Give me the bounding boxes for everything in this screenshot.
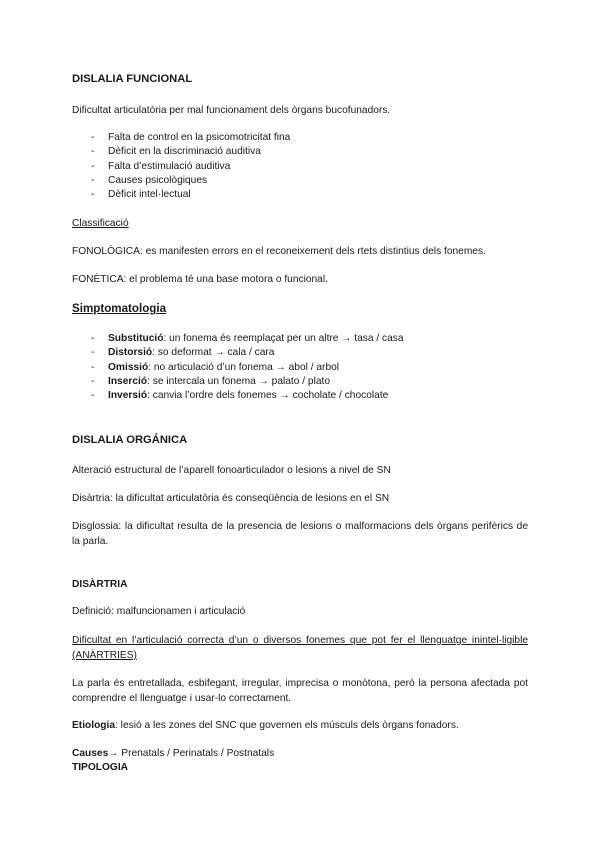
underlined-definition: Dificultat en l’articulació correcta d’un o diversos fonemes que pot fer el llenguatge inintel·ligible (ANÀRTRIES): [72, 635, 528, 661]
symptom-term: Omissió: [108, 361, 149, 373]
heading-dislalia-funcional: DISLALIA FUNCIONAL: [72, 73, 193, 85]
symptom-text: : canvia l’ordre dels fonemes → cocholate / chocolate: [147, 390, 389, 402]
list-item: [72, 332, 404, 346]
classificacio-heading: Classificació: [72, 218, 129, 229]
causes-paragraph: [72, 747, 274, 760]
list-item: [72, 346, 404, 360]
heading-disartria: DISÀRTRIA: [72, 579, 128, 590]
symptom-text: : se intercala un fonema → palato / plato: [147, 375, 330, 387]
symptom-term: Substitució: [108, 333, 164, 344]
intro-paragraph: Dificultat articulatòria per mal funcionament dels òrgans bucofunadors.: [72, 105, 391, 116]
list-item: - Dèficit intel·lectual: [72, 188, 290, 202]
fonologica-paragraph: FONOLÒGICA: es manifesten errors en el reconeixement dels rtets distintius dels fonemes.: [72, 246, 486, 257]
organica-paragraph-1: Alteració estructural de l’aparell fonoarticulador o lesions a nivel de SN: [72, 465, 391, 476]
symptom-term: Inserció: [108, 375, 148, 387]
symptoms-list: [72, 332, 404, 403]
fonetica-paragraph: FONÈTICA: el problema té una base motora o funcional.: [72, 274, 328, 285]
list-item: [72, 361, 404, 375]
etiologia-text: : lesió a les zones del SNC que governen els músculs dels òrgans fonadors.: [115, 720, 459, 731]
list-item: [72, 389, 404, 403]
list-item: - Falta d’estimulació auditiva: [72, 160, 290, 174]
disglossia-paragraph: Disglossia: la dificultat resulta de la presencia de lesions o malformacions dels òrgans perifèrics de la parla.: [72, 521, 528, 547]
causes-text: Prenatals / Perinatals / Postnatals: [118, 748, 275, 759]
causes-term: Causes→: [72, 748, 119, 759]
symptom-text: : un fonema és reemplaçat per un altre → tasa / casa: [163, 333, 404, 344]
etiologia-term: Etiologia: [72, 720, 116, 731]
symptom-term: Inversió: [108, 390, 148, 402]
etiologia-paragraph: [72, 719, 459, 732]
definicio-paragraph: Definició: malfuncionamen i articulació: [72, 606, 246, 617]
disartria-paragraph: Disàrtria: la dificultat articulatòria és conseqüència de lesions en el SN: [72, 493, 390, 504]
parla-paragraph: La parla és entretallada, esbifegant, irregular, imprecisa o monòtona, però la persona afectada pot comprendre el llenguatge i usar-lo correctament.: [72, 678, 528, 704]
symptom-text: : so deformat → cala / cara: [152, 347, 275, 359]
heading-dislalia-organica: DISLALIA ORGÁNICA: [72, 434, 188, 446]
symptom-text: : no articulació d’un fonema → abol / arbol: [148, 361, 340, 373]
heading-tipologia: TIPOLOGIA: [72, 762, 129, 773]
list-item: - Falta de control en la psicomotricitat fina: [72, 131, 290, 145]
heading-simptomatologia: Simptomatologia: [72, 302, 167, 315]
symptom-term: Distorsió: [108, 347, 153, 359]
list-item: - Causes psicològiques: [72, 174, 290, 188]
list-item: [72, 375, 404, 389]
list-item: - Dèficit en la discriminació auditiva: [72, 145, 290, 159]
causes-list: [72, 131, 290, 202]
